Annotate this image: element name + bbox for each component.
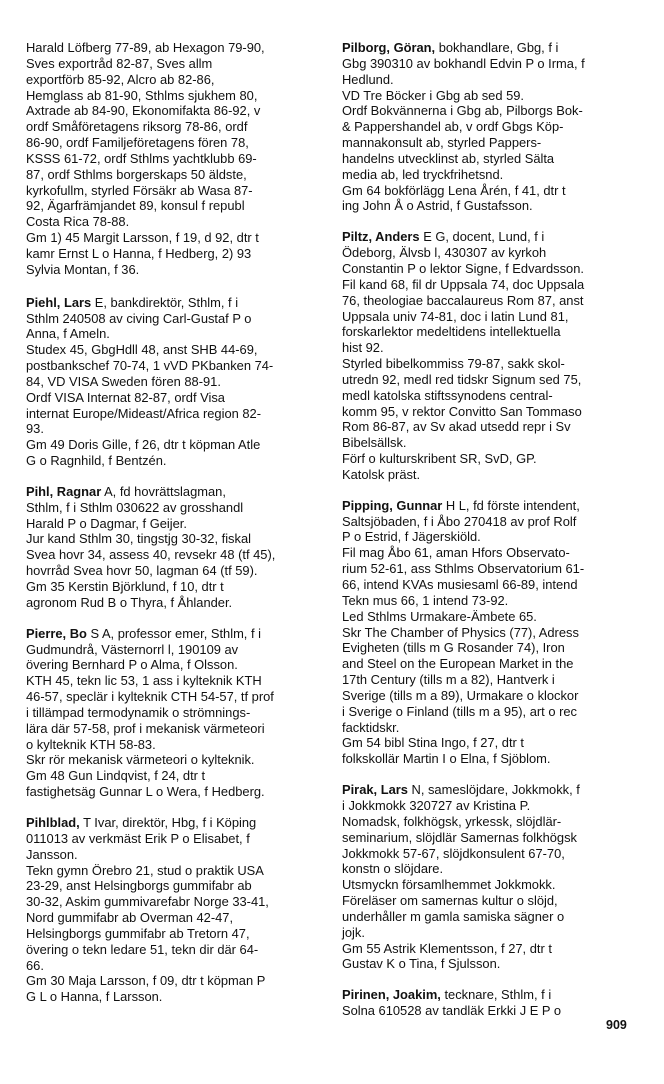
- entry-heading-line: [342, 229, 650, 245]
- entry-text-line: kamr Ernst L o Hanna, f Hedberg, 2) 93: [26, 245, 252, 261]
- entry-text-line: Skr The Chamber of Physics (77), Adress: [342, 624, 579, 640]
- entry-text-line: Ordf VISA Internat 82-87, ordf Visa: [26, 389, 225, 405]
- biography-entry-continuation: [26, 40, 334, 278]
- entry-text-line: 84, VD VISA Sweden fören 88-91.: [26, 373, 221, 389]
- entry-text-line: Anna, f Ameln.: [26, 326, 110, 342]
- entry-text-line: G L o Hanna, f Larsson.: [26, 989, 163, 1005]
- entry-text-line: Gm 54 bibl Stina Ingo, f 27, dtr t: [342, 735, 524, 751]
- entry-text-line: Jur kand Sthlm 30, tingstjg 30-32, fiskal: [26, 531, 251, 547]
- entry-text-line: Sthlm, f i Sthlm 030622 av grosshandl: [26, 499, 244, 515]
- entry-text-line: Costa Rica 78-88.: [26, 214, 130, 230]
- entry-text-line: fastighetsäg Gunnar L o Wera, f Hedberg.: [26, 784, 265, 800]
- entry-text-line: Ödeborg, Älvsb l, 430307 av kyrkoh: [342, 245, 547, 261]
- biography-entry: [342, 229, 650, 483]
- entry-text-line: folkskollär Martin I o Elna, f Sjöblom.: [342, 751, 551, 767]
- entry-heading-rest: A, fd hovrättslagman,: [101, 483, 226, 499]
- entry-text-line: Sylvia Montan, f 36.: [26, 261, 140, 277]
- entry-text-line: Uppsala univ 74-81, doc i latin Lund 81,: [342, 308, 569, 324]
- entry-text-line: and Steel on the European Market in the: [342, 656, 574, 672]
- entry-text-line: Förf o kulturskribent SR, SvD, GP.: [342, 451, 537, 467]
- entry-text-line: jojk.: [342, 924, 365, 940]
- entry-name: Piltz, Anders: [342, 229, 420, 245]
- entry-text-line: rium 52-61, ass Sthlms Observatorium 61-: [342, 561, 585, 577]
- entry-heading-rest: N, sameslöjdare, Jokkmokk, f: [407, 782, 580, 798]
- entry-text-line: Tekn gymn Örebro 21, stud o praktik USA: [26, 862, 264, 878]
- entry-text-line: 66.: [26, 957, 44, 973]
- entry-text-line: Gbg 390310 av bokhandl Edvin P o Irma, f: [342, 55, 585, 71]
- entry-text-line: 93.: [26, 421, 44, 437]
- entry-text-line: Svea hovr 34, assess 40, revsekr 48 (tf 45),: [26, 547, 276, 563]
- entry-heading-rest: E, bankdirektör, Sthlm, f i: [91, 294, 239, 310]
- entry-text-line: Styrled bibelkommiss 79-87, sakk skol-: [342, 356, 565, 372]
- entry-text-line: Evigheten (tills m G Rosander 74), Iron: [342, 640, 565, 656]
- entry-name: Pilborg, Göran,: [342, 40, 436, 55]
- entry-text-line: 46-57, speclär i kylteknik CTH 54-57, tf prof: [26, 689, 274, 705]
- entry-text-line: Harald Löfberg 77-89, ab Hexagon 79-90,: [26, 40, 265, 55]
- entry-text-line: hist 92.: [342, 340, 384, 356]
- entry-text-line: i Sverige o Finland (tills m a 95), art o rec: [342, 703, 577, 719]
- entry-text-line: Gm 1) 45 Margit Larsson, f 19, d 92, dtr t: [26, 230, 259, 246]
- entry-name: Pierre, Bo: [26, 625, 87, 641]
- entry-text-line: i Jokkmokk 320727 av Kristina P.: [342, 797, 531, 813]
- entry-heading-line: [26, 295, 334, 311]
- entry-text-line: & Pappershandel ab, v ordf Gbgs Köp-: [342, 119, 564, 135]
- entry-text-line: Solna 610528 av tandläk Erkki J E P o: [342, 1003, 562, 1019]
- entry-heading-rest: H L, fd förste intendent,: [442, 497, 580, 513]
- entry-text-line: Led Sthlms Urmakare-Ämbete 65.: [342, 608, 537, 624]
- entry-text-line: i tillämpad termodynamik o strömnings-: [26, 704, 251, 720]
- entry-text-line: hovrråd Svea hovr 50, lagman 64 (tf 59).: [26, 563, 258, 579]
- entry-text-line: forskarlektor medeltidens intellektuella: [342, 324, 561, 340]
- entry-text-line: Sthlm 240508 av civing Carl-Gustaf P o: [26, 310, 252, 326]
- biography-entry: [26, 626, 334, 800]
- entry-heading-line: [26, 626, 334, 642]
- entry-heading-rest: tecknare, Sthlm, f i: [440, 987, 552, 1003]
- entry-text-line: 011013 av verkmäst Erik P o Elisabet, f: [26, 830, 250, 846]
- entry-text-line: Gudmundrå, Västernorrl l, 190109 av: [26, 641, 239, 657]
- entry-text-line: Jokkmokk 57-67, slöjdkonsulent 67-70,: [342, 845, 565, 861]
- entry-text-line: Föreläser om samernas kultur o slöjd,: [342, 893, 558, 909]
- entry-text-line: Katolsk präst.: [342, 466, 421, 482]
- entry-text-line: Hedlund.: [342, 71, 394, 87]
- entry-text-line: Nomadsk, folkhögsk, yrkessk, slöjdlär-: [342, 813, 562, 829]
- entry-text-line: Sverige (tills m a 89), Urmakare o klockor: [342, 687, 579, 703]
- entry-heading-line: [342, 40, 650, 56]
- entry-text-line: VD Tre Böcker i Gbg ab sed 59.: [342, 87, 524, 103]
- entry-text-line: Gustav K o Tina, f Sjulsson.: [342, 956, 501, 972]
- entry-text-line: Nord gummifabr ab Overman 42-47,: [26, 910, 234, 926]
- entry-text-line: utredn 92, medl red tidskr Signum sed 75,: [342, 371, 582, 387]
- entry-text-line: Hemglass ab 81-90, Sthlms sjukhem 80,: [26, 87, 258, 103]
- entry-text-line: KSSS 61-72, ordf Sthlms yachtklubb 69-: [26, 150, 257, 166]
- entry-text-line: G o Ragnhild, f Bentzén.: [26, 453, 167, 469]
- entry-text-line: Saltsjöbaden, f i Åbo 270418 av prof Rolf: [342, 513, 577, 529]
- entry-text-line: Utsmyckn församlhemmet Jokkmokk.: [342, 877, 556, 893]
- entry-text-line: exportförb 85-92, Alcro ab 82-86,: [26, 71, 215, 87]
- entry-heading-rest: T Ivar, direktör, Hbg, f i Köping: [79, 814, 257, 830]
- entry-text-line: Gm 64 bokförlägg Lena Årén, f 41, dtr t: [342, 182, 566, 198]
- entry-text-line: ordf Småföretagens riksorg 78-86, ordf: [26, 119, 248, 135]
- entry-text-line: Jansson.: [26, 846, 78, 862]
- biography-entry: [26, 484, 334, 611]
- entry-text-line: Studex 45, GbgHdll 48, anst SHB 44-69,: [26, 342, 258, 358]
- entry-text-line: Axtrade ab 84-90, Ekonomifakta 86-92, v: [26, 103, 261, 119]
- biography-entry: [342, 782, 650, 972]
- entry-heading-line: [26, 484, 334, 500]
- entry-text-line: 23-29, anst Helsingborgs gummifabr ab: [26, 878, 252, 894]
- entry-text-line: 92, Ägarfrämjandet 89, konsul f republ: [26, 198, 245, 214]
- entry-name: Pihlblad,: [26, 814, 80, 830]
- entry-text-line: 17th Century (tills m a 82), Hantverk i: [342, 672, 555, 688]
- entry-text-line: mannakonsult ab, styrled Pappers-: [342, 135, 542, 151]
- biography-entry: [342, 987, 650, 1019]
- entry-text-line: kyrkofullm, styrled Försäkr ab Wasa 87-: [26, 182, 253, 198]
- entry-text-line: Skr rör mekanisk värmeteori o kylteknik.: [26, 752, 255, 768]
- entry-text-line: 30-32, Askim gummivarefabr Norge 33-41,: [26, 894, 269, 910]
- entry-text-line: Tekn mus 66, 1 intend 73-92.: [342, 592, 509, 608]
- entry-text-line: 87, ordf Sthlms borgerskaps 50 äldste,: [26, 166, 247, 182]
- entry-heading-rest: S A, professor emer, Sthlm, f i: [86, 625, 261, 641]
- entry-name: Piehl, Lars: [26, 294, 92, 310]
- entry-text-line: 86-90, ordf Familjeföretagens fören 78,: [26, 135, 249, 151]
- entry-name: Pirak, Lars: [342, 782, 408, 798]
- entry-text-line: komm 95, v rektor Convitto San Tommaso: [342, 403, 582, 419]
- entry-text-line: Fil kand 68, fil dr Uppsala 74, doc Uppsala: [342, 276, 585, 292]
- entry-text-line: media ab, led tryckfrihetsnd.: [342, 166, 504, 182]
- entry-name: Pirinen, Joakim,: [342, 987, 441, 1003]
- entry-text-line: o kylteknik KTH 58-83.: [26, 736, 156, 752]
- biography-entry: [26, 815, 334, 1005]
- entry-heading-line: [342, 987, 650, 1003]
- entry-text-line: övering Bernhard P o Alma, f Olsson.: [26, 657, 238, 673]
- entry-text-line: konstn o slöjdare.: [342, 861, 444, 877]
- right-column: [342, 40, 650, 1034]
- entry-text-line: postbankschef 70-74, 1 vVD PKbanken 74-: [26, 358, 274, 374]
- entry-text-line: Gm 30 Maja Larsson, f 09, dtr t köpman P: [26, 973, 266, 989]
- entry-text-line: Constantin P o lektor Signe, f Edvardsson.: [342, 260, 584, 276]
- entry-text-line: Bibelsällsk.: [342, 435, 407, 451]
- entry-text-line: Ordf Bokvännerna i Gbg ab, Pilborgs Bok-: [342, 103, 583, 119]
- entry-heading-line: [26, 815, 334, 831]
- entry-text-line: 76, theologiae baccalaureus Rom 87, anst: [342, 292, 584, 308]
- entry-text-line: Sves exportråd 82-87, Sves allm: [26, 55, 213, 71]
- entry-text-line: Rom 86-87, av Sv akad utsedd repr i Sv: [342, 419, 571, 435]
- entry-text-line: Harald P o Dagmar, f Geijer.: [26, 515, 187, 531]
- entry-text-line: lära där 57-58, prof i mekanisk värmeteori: [26, 720, 265, 736]
- entry-text-line: Gm 48 Gun Lindqvist, f 24, dtr t: [26, 768, 206, 784]
- entry-text-line: underhåller m gamla samiska sägner o: [342, 908, 565, 924]
- entry-name: Pipping, Gunnar: [342, 497, 443, 513]
- entry-text-line: Fil mag Åbo 61, aman Hfors Observato-: [342, 545, 570, 561]
- entry-text-line: agronom Rud B o Thyra, f Åhlander.: [26, 594, 233, 610]
- left-column: [26, 40, 334, 1020]
- entry-text-line: P o Estrid, f Jägerskiöld.: [342, 529, 481, 545]
- page-number: 909: [606, 1018, 627, 1032]
- entry-heading-rest: bokhandlare, Gbg, f i: [435, 40, 559, 55]
- biography-entry: [342, 40, 650, 214]
- entry-text-line: internat Europe/Mideast/Africa region 82-: [26, 405, 262, 421]
- entry-text-line: Gm 49 Doris Gille, f 26, dtr t köpman Atle: [26, 437, 261, 453]
- biography-entry: [26, 295, 334, 469]
- entry-text-line: Gm 35 Kerstin Björklund, f 10, dtr t: [26, 579, 224, 594]
- entry-text-line: Helsingborgs gummifabr ab Tretorn 47,: [26, 925, 250, 941]
- entry-text-line: 66, intend KVAs musiesaml 66-89, intend: [342, 577, 578, 592]
- entry-name: Pihl, Ragnar: [26, 483, 102, 499]
- entry-text-line: KTH 45, tekn lic 53, 1 ass i kylteknik KTH: [26, 673, 262, 689]
- entry-heading-rest: E G, docent, Lund, f i: [419, 229, 545, 245]
- entry-heading-line: [342, 782, 650, 798]
- entry-text-line: facktidskr.: [342, 719, 400, 735]
- entry-text-line: medl katolska stiftssynodens central-: [342, 387, 553, 403]
- entry-text-line: övering o tekn ledare 51, tekn dir där 64-: [26, 941, 259, 957]
- entry-text-line: handelns utvecklinst ab, styrled Sälta: [342, 150, 555, 166]
- entry-text-line: ing John Å o Astrid, f Gustafsson.: [342, 198, 533, 214]
- biography-entry: [342, 498, 650, 767]
- entry-text-line: Gm 55 Astrik Klementsson, f 27, dtr t: [342, 940, 552, 956]
- entry-text-line: seminarium, slöjdlär Samernas folkhögsk: [342, 829, 577, 845]
- entry-heading-line: [342, 498, 650, 514]
